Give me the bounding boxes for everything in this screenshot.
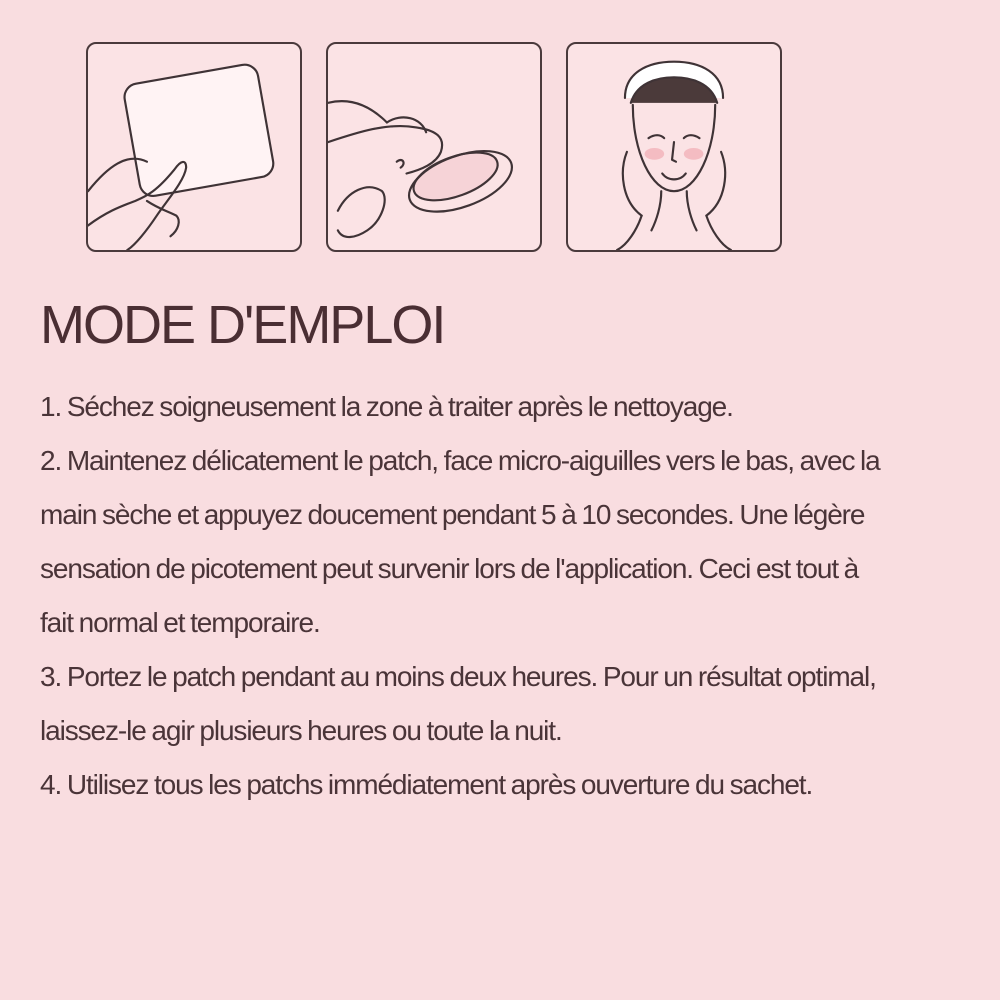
woman-with-patches-icon	[568, 44, 780, 250]
instruction-step-1: 1. Séchez soigneusement la zone à traiter après le nettoyage.	[40, 391, 733, 422]
patch-in-hand-icon	[88, 44, 300, 250]
instruction-step-2: 2. Maintenez délicatement le patch, face micro-aiguilles vers le bas, avec la main sèche et appuyez doucement pendant 5 à 10 secondes. Une légère sensation de picotement peut survenir lors de l'application. Ceci est tout à fait normal et temporaire.	[40, 445, 880, 638]
instruction-step-3: 3. Portez le patch pendant au moins deux heures. Pour un résultat optimal, laissez-le agir plusieurs heures ou toute la nuit.	[40, 661, 876, 746]
illustration-panel-3	[566, 42, 782, 252]
page-title: MODE D'EMPLOI	[40, 295, 445, 355]
instructions-list	[40, 380, 880, 812]
illustration-panel-1	[86, 42, 302, 252]
illustration-row	[86, 42, 782, 252]
peeling-patch-icon	[328, 44, 540, 250]
illustration-panel-2	[326, 42, 542, 252]
instruction-step-4: 4. Utilisez tous les patchs immédiatement après ouverture du sachet.	[40, 769, 813, 800]
